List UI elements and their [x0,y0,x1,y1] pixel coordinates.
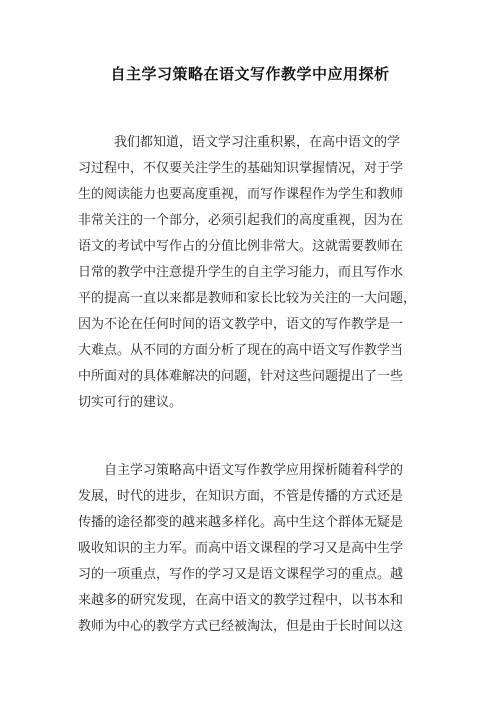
paragraph-line: 日常的教学中注意提升学生的自主学习能力，而且写作水 [78,265,404,280]
paragraph-line: 吸收知识的主力军。而高中语文课程的学习又是高中生学 [78,541,404,556]
paragraph-line: 大难点。从不同的方面分析了现在的高中语文写作教学当 [78,343,404,358]
paragraph-line: 习的一项重点，写作的学习又是语文课程学习的重点。越 [78,567,404,582]
paragraph-line: 平的提高一直以来都是教师和家长比较为关注的一大问题， [78,291,417,306]
paragraph-abstract [78,130,418,416]
paragraph-line: 教师为中心的教学方式已经被淘汰，但是由于长时间以这 [78,619,404,634]
document-title: 自主学习策略在语文写作教学中应用探析 [110,65,390,83]
paragraph-line: 发展，时代的进步，在知识方面，不管是传播的方式还是 [78,489,404,504]
paragraph-line: 生的阅读能力也要高度重视，而写作课程作为学生和教师 [78,187,404,202]
paragraph-line: 因为不论在任何时间的语文教学中，语文的写作教学是一 [78,317,404,332]
paragraph-line: 传播的途径都变的越来越多样化。高中生这个群体无疑是 [78,515,404,530]
paragraph-line: 自主学习策略高中语文写作教学应用探析随着科学的 [104,463,404,478]
paragraph-body [78,458,418,640]
paragraph-line: 来越多的研究发现，在高中语文的教学过程中，以书本和 [78,593,404,608]
paragraph-line: 我们都知道，语文学习注重积累，在高中语文的学 [114,135,401,150]
paragraph-line: 切实可行的建议。 [78,395,183,410]
paragraph-line: 中所面对的具体难解决的问题，针对这些问题提出了一些 [78,369,404,384]
paragraph-line: 语文的考试中写作占的分值比例非常大。这就需要教师在 [78,239,404,254]
paragraph-line: 非常关注的一个部分，必须引起我们的高度重视，因为在 [78,213,404,228]
paragraph-line: 习过程中，不仅要关注学生的基础知识掌握情况，对于学 [78,161,404,176]
